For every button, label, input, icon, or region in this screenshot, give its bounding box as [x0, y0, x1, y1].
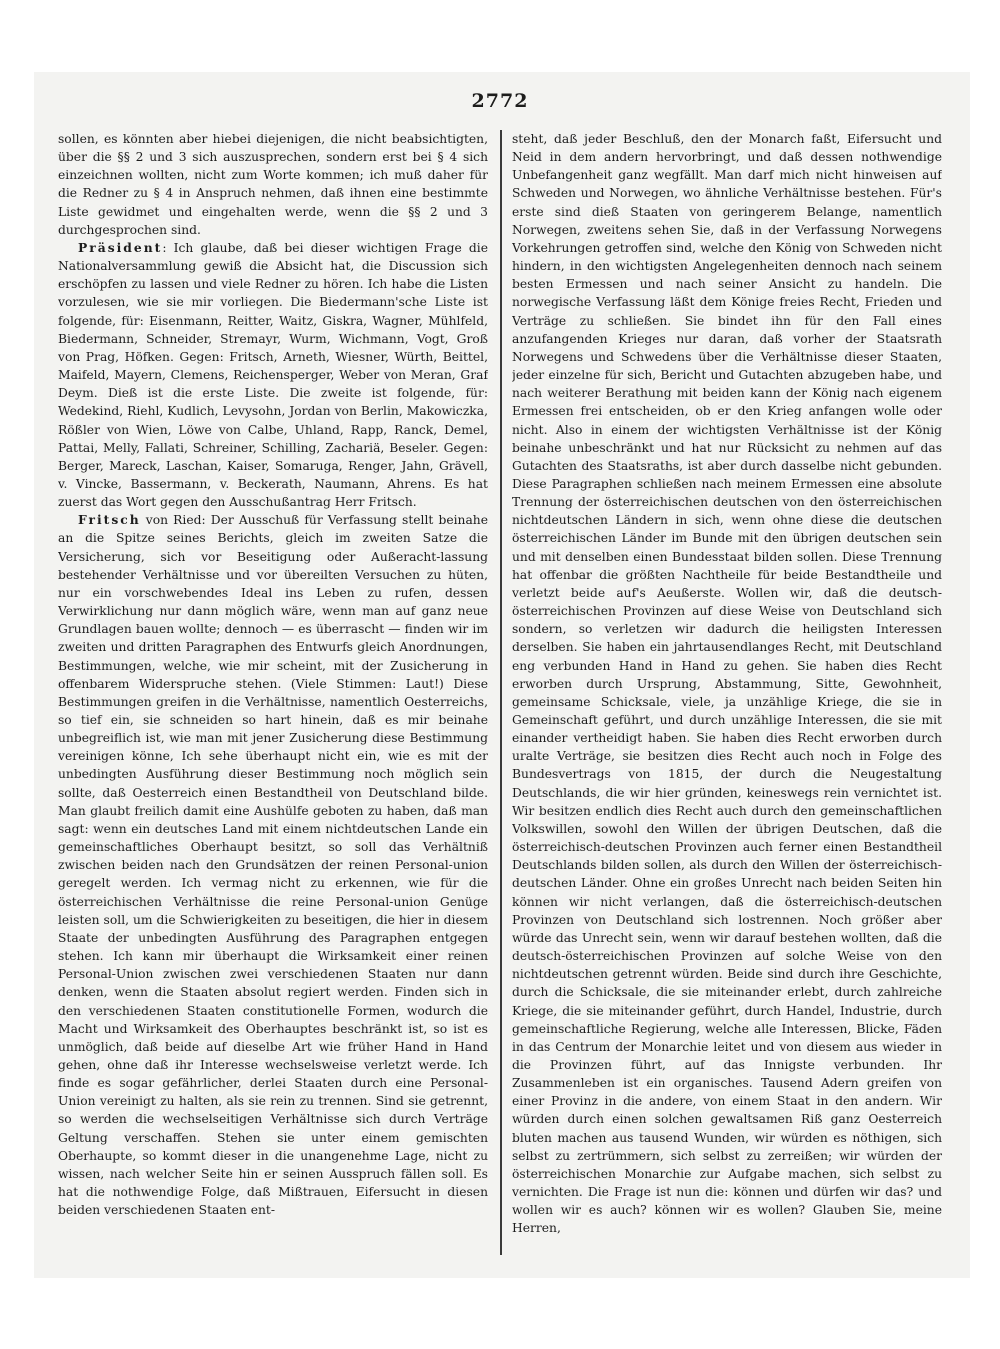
speaker-origin: von Ried — [140, 513, 202, 528]
paragraph-continuation: steht, daß jeder Beschluß, den der Monarch faßt, Eifersucht und Neid in dem andern hervorbringt, und daß dessen nothwendige Unbefangenheit ganz wegfällt. Man darf mich nicht hinweisen auf Schweden und Norwegen, wo ähnliche Verhältnisse bestehen. Für's erste sind dieß Staaten von geringerem Belange, namentlich Norwegen, zweitens sehen Sie, daß in der Verfassung Norwegens Vorkehrungen getroffen sind, welche den König von Schweden nicht hindern, in den wichtigsten Angelegenheiten dennoch nach seinem besten Ermessen und nach seiner Ansicht zu handeln. Die norwegische Verfassung läßt dem Könige freies Recht, Frieden und Verträge zu schließen. Sie bindet ihn für den Fall eines anzufangenden Krieges nur daran, daß vorher der Staatsrath Norwegens und Schwedens über die Verhältnisse dieser Staaten, jeder einzelne für sich, Bericht und Gutachten abzugeben habe, und nach weiterer Berathung mit beiden kann der König nach eigenem Ermessen frei entscheiden, ob er den Krieg anfangen wolle oder nicht. Also in einem der wichtigsten Verhältnisse ist der König beinahe unbeschränkt und hat nur Rücksicht zu nehmen auf das Gutachten des Staatsraths, ist aber durch dasselbe nicht gebunden. Diese Paragraphen schließen nach meinem Ermessen eine absolute Trennung der österreichischen deutschen von den österreichischen nichtdeutschen Ländern in sich, wenn ohne diese die deutschen österreichischen Länder im Bunde mit den übrigen deutschen sein und mit denselben einen Bundesstaat bilden sollen. Diese Trennung hat offenbar die größten Nachtheile für beide Bestandtheile und verletzt beide auf's Aeußerste. Wollen wir, daß die deutsch-österreichischen Provinzen auf diese Weise von Deutschland sich sondern, so verletzen wir dadurch die heiligsten Interessen derselben. Sie haben ein jahrtausendlanges Recht, mit Deutschland eng verbunden Hand in Hand zu gehen. Sie haben dies Recht erworben durch Ursprung, Abstammung, Sitte, Gewohnheit, gemeinsame Schicksale, viele, ja unzählige Kriege, die sie in Gemeinschaft geführt, und durch unzählige Interessen, die sie mit einander vertheidigt haben. Sie haben dies Recht erworben durch uralte Verträge, sie besitzen dies Recht auch noch in Folge des Bundesvertrags von 1815, der durch die Neugestaltung Deutschlands, die wir hier gründen, keineswegs rein vernichtet ist. Wir besitzen endlich dies Recht auch durch den gemeinschaftlichen Volkswillen, sowohl den Willen der übrigen Deutschen, daß die österreichisch-deutschen Provinzen auch ferner einen Bestandtheil Deutschlands bilden sollen, als durch den Willen der österreichisch-deutschen Länder. Ohne ein großes Unrecht nach beiden Seiten hin können wir nicht verlangen, daß die österreichisch-deutschen Provinzen von Deutschland sich lostrennen. Noch größer aber würde das Unrecht sein, wenn wir darauf bestehen wollten, daß die deutsch-österreichischen Provinzen auf solche Weise von den nichtdeutschen getrennt würden. Beide sind durch ihre Geschichte, durch die Schicksale, die sie miteinander erlebt, durch zahlreiche Kriege, die sie miteinander geführt, durch Handel, Industrie, durch gemeinschaftliche Regierung, welche alle Interessen, Blicke, Fäden in das Centrum der Monarchie leitet und von diesem aus wieder in die Provinzen führt, auf das Innigste verbunden. Ihr Zusammenleben ist ein organisches. Tausend Adern greifen von einer Provinz in die andere, von einem Staat in den andern. Wir würden durch einen solchen gewaltsamen Riß ganz Oesterreich bluten machen aus tausend Wunden, wir würden es nöthigen, sich selbst zu zertrümmern, sich selbst zu zerreißen; wir würden der österreichischen Monarchie zur Aufgabe machen, sich selbst zu vernichten. Die Frage ist nun die: können und dürfen wir das? und wollen wir es auch? können wir es wollen? Glauben Sie, meine Herren, — [512, 132, 942, 1236]
speaker-name: Fritsch — [78, 512, 141, 528]
paragraph-fritsch — [58, 511, 488, 1219]
left-column — [58, 130, 488, 1262]
right-column — [512, 130, 942, 1262]
speech-text: : Ich glaube, daß bei dieser wichtigen Frage die Nationalversammlung gewiß die Absicht hat, die Discussion sich erschöpfen zu lassen und viele Redner zu hören. Ich habe die Listen vorzulesen, wie sie mir vorliegen. Die Biedermann'sche Liste ist folgende, für: Eisenmann, Reitter, Waitz, Giskra, Wagner, Mühlfeld, Biedermann, Schneider, Stremayr, Wurm, Wichmann, Vogt, Groß von Prag, Höfken. Gegen: Fritsch, Arneth, Wiesner, Würth, Beittel, Maifeld, Mayern, Clemens, Reichensperger, Weber von Meran, Graf Deym. Dieß ist die erste Liste. Die zweite ist folgende, für: Wedekind, Riehl, Kudlich, Levysohn, Jordan von Berlin, Makowiczka, Rößler von Wien, Löwe von Calbe, Uhland, Rapp, Ranck, Demel, Pattai, Melly, Fallati, Schreiner, Schilling, Zachariä, Beseler. Gegen: Berger, Mareck, Laschan, Kaiser, Somaruga, Renger, Jahn, Grävell, v. Vincke, Bassermann, v. Beckerath, Naumann, Ahrens. Es hat zuerst das Wort gegen den Ausschußantrag Herr Fritsch. — [58, 240, 488, 510]
speech-text: : Der Ausschuß für Verfassung stellt beinahe an die Spitze seines Berichts, gleich im zweiten Satze die Versicherung, sich vor Beseitigung oder Außeracht-lassung bestehender Verhältnisse und vor übereilten Versuchen zu hüten, nur ein vorschwebendes Ideal ins Leben zu rufen, dessen Verwirklichung nur dann möglich wäre, wenn man auf ganz neue Grundlagen bauen wollte; dennoch — es überrascht — finden wir im zweiten und dritten Paragraphen des Entwurfs gleich Anordnungen, Bestimmungen, welche, wie mir scheint, mit der Zusicherung in offenbarem Widerspruche stehen. (Viele Stimmen: Laut!) Diese Bestimmungen greifen in die Verhältnisse, namentlich Oesterreichs, so tief ein, sie schneiden so hart hinein, daß es mir beinahe unbegreiflich ist, wie man mit jener Zusicherung diese Bestimmung vereinigen könne, Ich sehe überhaupt nicht ein, wie es mit der unbedingten Ausführung dieser Bestimmung noch möglich sein sollte, daß Oesterreich einen Bestandtheil von Deutschland bilde. Man glaubt freilich damit eine Aushülfe geboten zu haben, daß man sagt: wenn ein deutsches Land mit einem nichtdeutschen Lande ein gemeinschaftliches Oberhaupt besitzt, so soll das Verhältniß zwischen beiden nach den Grundsätzen der reinen Personal-union geregelt werden. Ich vermag nicht zu erkennen, wie für die österreichischen Verhältnisse die reine Personal-union Genüge leisten soll, um die Schwierigkeiten zu beseitigen, die hier in diesem Staate der unbedingten Ausführung des Paragraphen entgegen stehen. Ich kann mir überhaupt die Wirksamkeit einer reinen Personal-Union zwischen zwei verschiedenen Staaten nur dann denken, wenn die Staaten absolut regiert werden. Finden sich in den verschiedenen Staaten constitutionelle Formen, wodurch die Macht und Wirksamkeit des Oberhauptes beschränkt ist, so ist es unmöglich, daß beide auf dieselbe Art wie früher Hand in Hand gehen, ohne daß ihr Interesse wechselsweise verletzt werde. Ich finde es sogar gefährlicher, derlei Staaten durch eine Personal-Union vereinigt zu halten, als sie rein zu trennen. Sind sie getrennt, so werden die wechselseitigen Verhältnisse sich durch Verträge Geltung verschaffen. Stehen sie unter einem gemischten Oberhaupte, so kommt dieser in die unangenehme Lage, nicht zu wissen, nach welcher Seite hin er seinen Ausspruch fällen soll. Es hat die nothwendige Folge, daß Mißtrauen, Eifersucht in diesen beiden verschiedenen Staaten ent- — [58, 513, 488, 1218]
paragraph-continuation: sollen, es könnten aber hiebei diejenigen, die nicht beabsichtigten, über die §§ 2 und 3 sich auszusprechen, sondern erst bei § 4 sich einzeichnen wollten, nicht zum Worte kommen; ich muß daher für die Redner zu § 4 in Anspruch nehmen, daß ihnen eine bestimmte Liste gewidmet und eingehalten werde, wenn die §§ 2 und 3 durchgesprochen sind. — [58, 132, 488, 237]
column-divider — [500, 130, 502, 1255]
paragraph-praesident — [58, 239, 488, 511]
page-number: 2772 — [471, 90, 529, 112]
speaker-name: Präsident — [78, 239, 163, 255]
